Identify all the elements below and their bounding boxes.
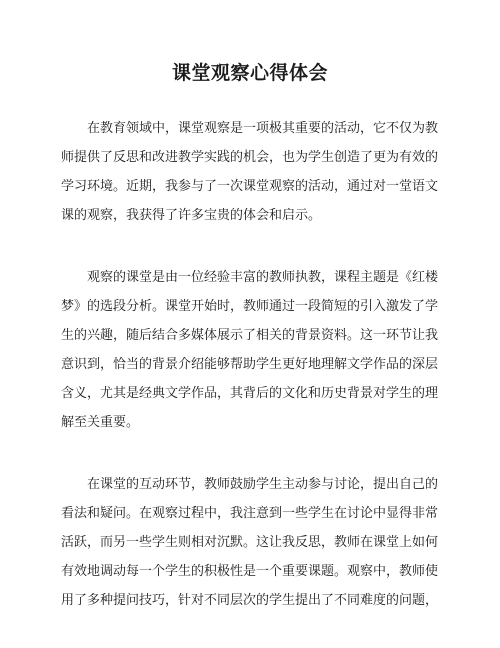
paragraph-2 (61, 263, 439, 437)
text-line: 意识到，恰当的背景介绍能够帮助学生更好地理解文学作品的深层 (61, 357, 439, 372)
text-line: 用了多种提问技巧，针对不同层次的学生提出了不同难度的问题， (61, 593, 439, 608)
text-line: 梦》的选段分析。课堂开始时，教师通过一段简短的引入激发了学 (61, 299, 439, 314)
document-title: 课堂观察心得体会 (171, 62, 328, 84)
text-line: 观察的课堂是由一位经验丰富的教师执教，课程主题是《红楼 (61, 270, 439, 285)
text-line: 师提供了反思和改进教学实践的机会，也为学生创造了更为有效的 (61, 150, 439, 165)
text-line: 生的兴趣，随后结合多媒体展示了相关的背景资料。这一环节让我 (61, 328, 439, 343)
paragraph-1 (61, 114, 439, 230)
paragraph-3 (61, 470, 439, 615)
text-line: 在课堂的互动环节，教师鼓励学生主动参与讨论，提出自己的 (61, 477, 439, 492)
document-body (61, 114, 439, 648)
text-line: 解至关重要。 (61, 415, 140, 430)
text-line: 看法和疑问。在观察过程中，我注意到一些学生在讨论中显得非常 (61, 506, 439, 521)
text-line: 在教育领域中，课堂观察是一项极其重要的活动，它不仅为教 (61, 121, 439, 136)
text-line: 含义，尤其是经典文学作品，其背后的文化和历史背景对学生的理 (61, 386, 439, 401)
text-line: 学习环境。近期，我参与了一次课堂观察的活动，通过对一堂语文 (61, 179, 439, 194)
text-line: 课的观察，我获得了许多宝贵的体会和启示。 (61, 208, 322, 223)
text-line: 活跃，而另一些学生则相对沉默。这让我反思，教师在课堂上如何 (61, 535, 439, 550)
text-line: 有效地调动每一个学生的积极性是一个重要课题。观察中，教师使 (61, 564, 439, 579)
